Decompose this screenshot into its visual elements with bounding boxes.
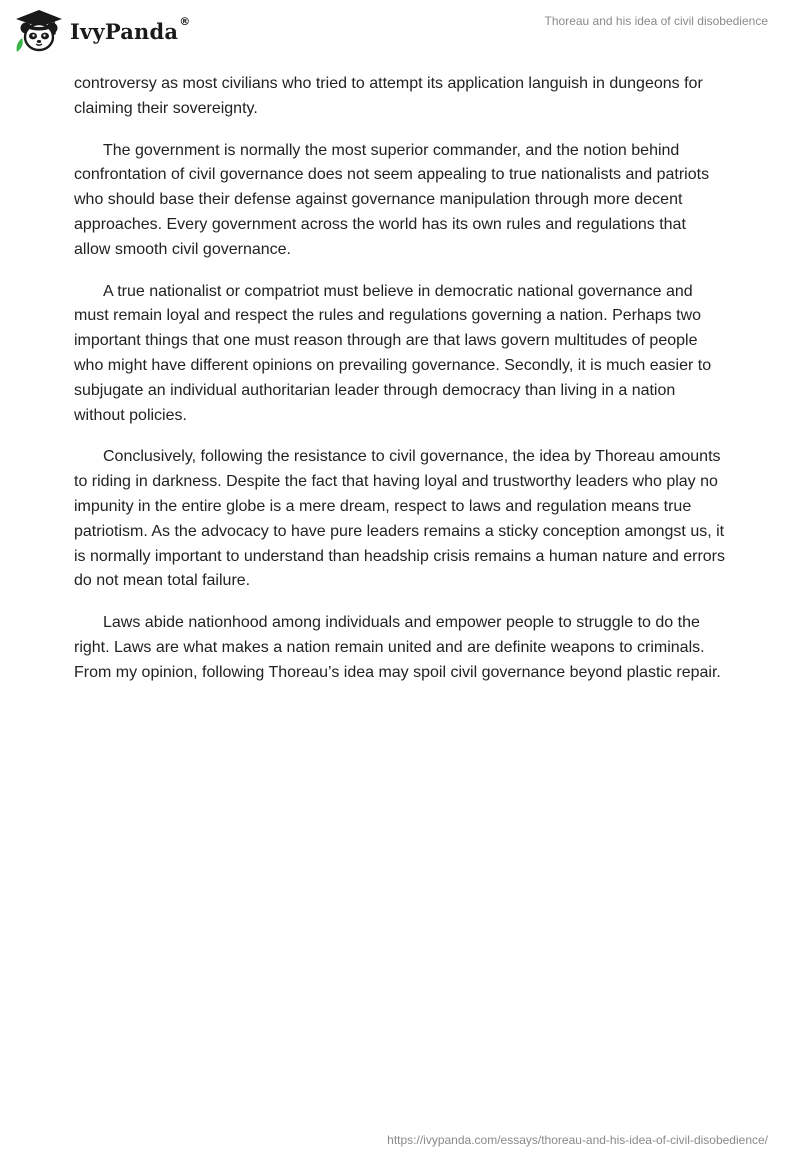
logo-wordmark [70, 14, 191, 44]
paragraph-nationalist: A true nationalist or compatriot must believe in democratic national governance and must remain loyal and respect the rules and regulations governing a nation. Perhaps two important things that one must reason through are that laws govern multitudes of people who might have different opinions on prevailing governance. Secondly, it is much easier to subjugate an individual authoritarian leader through democracy than living in a nation without policies. [74, 282, 712, 424]
ivypanda-logo[interactable] [14, 8, 190, 54]
page-header [0, 0, 800, 70]
paragraph-conclusion: Conclusively, following the resistance to civil governance, the idea by Thoreau amounts to riding in darkness. Despite the fact that having loyal and trustworthy leaders who play no impunity in the entire globe is a mere dream, respect to laws and regulation means true patriotism. As the advocacy to have pure leaders remains a sticky conception amongst us, it is normally important to understand than headship crisis remains a human nature and errors do not mean total failure. [74, 448, 725, 590]
paragraph-continuation: controversy as most civilians who tried to attempt its application languish in dungeons for claiming their sovereignty. [74, 75, 703, 117]
paragraph-government: The government is normally the most superior commander, and the notion behind confrontation of civil governance does not seem appealing to true nationalists and patriots who should base their defense against governance manipulation through more decent approaches. Every government across the world has its own rules and regulations that allow smooth civil governance. [74, 141, 710, 258]
source-url[interactable]: https://ivypanda.com/essays/thoreau-and-his-idea-of-civil-disobedience/ [387, 1133, 768, 1147]
paragraph-laws: Laws abide nationhood among individuals and empower people to struggle to do the right. Laws are what makes a nation remain united and are definite weapons to criminals. From my opinion, following Thoreau’s idea may spoil civil governance beyond plastic repair. [74, 614, 721, 681]
registered-mark: ® [179, 14, 191, 28]
essay-body [74, 72, 726, 703]
document-title: Thoreau and his idea of civil disobedience [544, 14, 768, 28]
logo-text: IvyPanda [70, 18, 179, 44]
panda-graduate-icon [14, 8, 64, 54]
